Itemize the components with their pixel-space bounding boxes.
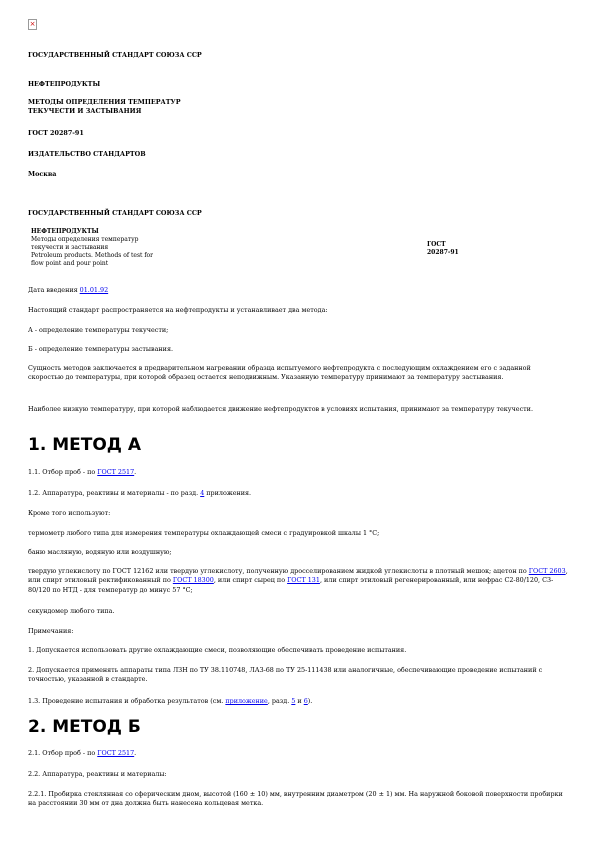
appendix-link[interactable]: приложение [225, 697, 268, 705]
sec-a-p8: 1.3. Проведение испытания и обработка результатов (см. приложение, разд. 5 и 6). [28, 697, 313, 705]
sec-b-p3: 2.2.1. Пробирка стеклянная со сферическим дном, высотой (160 ± 10) мм, внутренним диаметром (20 ± 1) мм. На наружной боковой поверхности пробирки на расстоянии 30 мм от дна должна быть нанесена кольцевая метка. [28, 790, 563, 808]
section-5-link[interactable]: 5 [291, 697, 296, 705]
cover-org: ГОСУДАРСТВЕННЫЙ СТАНДАРТ СОЮЗА ССР [28, 51, 202, 59]
section-b-heading: 2. МЕТОД Б [28, 717, 141, 737]
cover-gost: ГОСТ 20287-91 [28, 129, 84, 137]
gost-2517-link-b[interactable]: ГОСТ 2517 [97, 749, 135, 757]
sec-a-note1: 1. Допускается использовать другие охлаждающие смеси, позволяющие обеспечивать проведение испытания. [28, 646, 407, 654]
sec-a-p7: секундомер любого типа. [28, 607, 115, 615]
section-4-link[interactable]: 4 [200, 489, 205, 497]
intro-method-b: Б - определение температуры застывания. [28, 345, 174, 353]
intro-method-a: А - определение температуры текучести; [28, 326, 169, 334]
sec-a-p1: 1.1. Отбор проб - по ГОСТ 2517. [28, 468, 137, 476]
broken-image-icon: × [29, 20, 36, 28]
sec-a-p2: 1.2. Аппаратура, реактивы и материалы - по разд. 4 приложения. [28, 489, 252, 497]
sec-a-p5: баню масляную, водяную или воздушную; [28, 548, 172, 556]
header-gost-label: ГОСТ [427, 241, 446, 248]
cover-title-line2: ТЕКУЧЕСТИ И ЗАСТЫВАНИЯ [28, 107, 142, 116]
section-6-link[interactable]: 6 [303, 697, 308, 705]
cover-city: Москва [28, 170, 57, 178]
header-product: НЕФТЕПРОДУКТЫ [31, 228, 99, 235]
cover-publisher: ИЗДАТЕЛЬСТВО СТАНДАРТОВ [28, 150, 146, 158]
header-org: ГОСУДАРСТВЕННЫЙ СТАНДАРТ СОЮЗА ССР [28, 209, 202, 217]
cover-product: НЕФТЕПРОДУКТЫ [28, 80, 101, 88]
cover-title [28, 98, 568, 117]
intro-date-value: 01.01.92 [79, 286, 109, 294]
header-line4: flow point and pour point [31, 260, 109, 268]
gost-2517-link[interactable]: ГОСТ 2517 [97, 468, 135, 476]
header-gost-number: 20287-91 [427, 249, 459, 257]
intro-scope: Настоящий стандарт распространяется на нефтепродукты и устанавливает два метода: [28, 306, 328, 314]
sec-b-p1: 2.1. Отбор проб - по ГОСТ 2517. [28, 749, 137, 757]
intro-essence: Сущность методов заключается в предварительном нагревании образца испытуемого нефтепродукта с последующим охлаждением его с заданной скоростью до температуры, при которой образец остается неподвижным. Указанную температуру принимают за температуру застывания. [28, 364, 531, 382]
sec-a-notes-title: Примечания: [28, 627, 74, 635]
header-line3: Petroleum products. Methods of test for [31, 252, 154, 260]
sec-a-note2: 2. Допускается применять аппараты типа ЛЗН по ТУ 38.110748, ЛАЗ-68 по ТУ 25-111438 или аналогичные, обеспечивающие проведение испытаний с точностью, указанной в стандарте. [28, 666, 543, 684]
sec-a-p6: твердую углекислоту по ГОСТ 12162 или твердую углекислоту, полученную дросселированием жидкой углекислоты в плотный мешок; ацетон по ГОСТ 2603, или спирт этиловый ректификованный по ГОСТ 18300, или спирт сырец по ГОСТ 131, или спирт этиловый регенерированный, или нефрас С2-80/120, С3-80/120 по НТД - для температур до минус 57 °С; [28, 567, 568, 594]
sec-a-p3: Кроме того используют: [28, 509, 111, 517]
gost-18300-link[interactable]: ГОСТ 18300 [172, 576, 214, 585]
sec-b-p2: 2.2. Аппаратура, реактивы и материалы: [28, 770, 167, 778]
gost-2603-link[interactable]: ГОСТ 2603 [528, 567, 566, 575]
gost-131-link[interactable]: ГОСТ 131 [287, 576, 320, 585]
header-line1: Методы определения температур [31, 236, 139, 244]
section-a-heading: 1. МЕТОД А [28, 435, 141, 455]
cover-title-line1: МЕТОДЫ ОПРЕДЕЛЕНИЯ ТЕМПЕРАТУР [28, 98, 181, 106]
intro-lowest: Наиболее низкую температуру, при которой наблюдается движение нефтепродуктов в условиях испытания, принимают за температуру текучести. [28, 405, 533, 413]
header-line2: текучести и застывания [31, 244, 109, 252]
sec-a-p4: термометр любого типа для измерения температуры охлаждающей смеси с градуировкой шкалы 1 °С; [28, 529, 380, 537]
intro-date: Дата введения 01.01.92 [28, 286, 109, 294]
